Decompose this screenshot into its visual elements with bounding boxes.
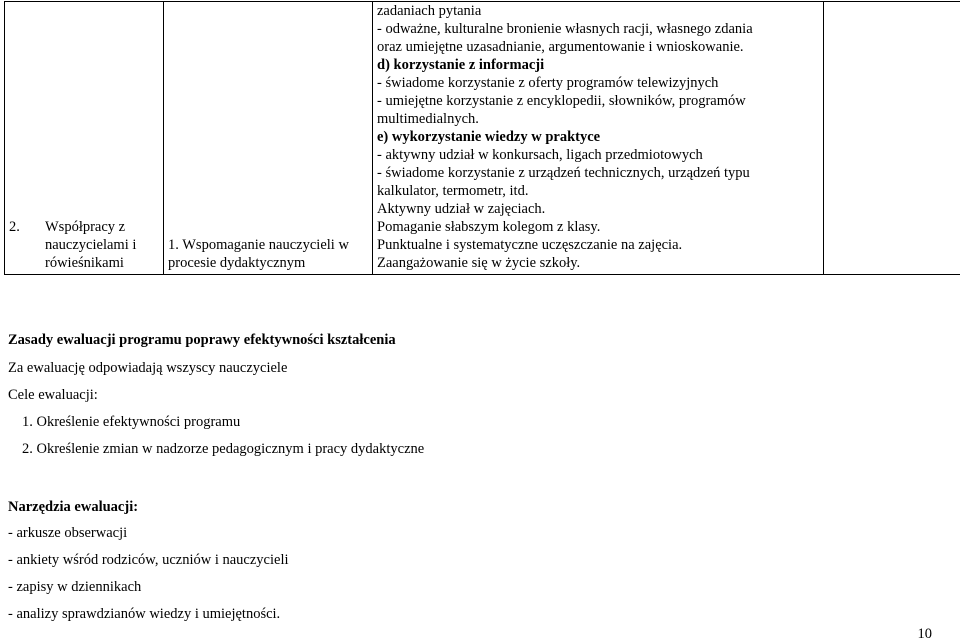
goals-label: Cele ewaluacji: — [8, 387, 98, 403]
area-label: Współpracy z nauczycielami i rówieśnikami — [45, 219, 137, 271]
program-table — [4, 1, 960, 275]
indicator-line: oraz umiejętne uzasadnianie, argumentowanie i wnioskowanie. — [377, 39, 744, 55]
indicator-line: Aktywny udział w zajęciach. — [377, 201, 546, 217]
indicator-line: d) korzystanie z informacji — [377, 57, 545, 73]
tool-item: - zapisy w dziennikach — [8, 579, 142, 595]
indicators-cell — [373, 2, 824, 275]
task-label: 1. Wspomaganie nauczycieli w procesie dydaktycznym — [168, 237, 349, 271]
area-cell — [5, 2, 164, 275]
empty-cell — [824, 2, 960, 275]
tool-item: - arkusze obserwacji — [8, 525, 128, 541]
indicator-line: - świadome korzystanie z urządzeń technicznych, urządzeń typu — [377, 165, 750, 181]
indicator-line: Zaangażowanie się w życie szkoły. — [377, 255, 581, 271]
indicator-line: - odważne, kulturalne bronienie własnych racji, własnego zdania — [377, 21, 753, 37]
indicator-line: kalkulator, termometr, itd. — [377, 183, 529, 199]
row-number: 2. — [9, 219, 20, 235]
evaluation-responsible: Za ewaluację odpowiadają wszyscy nauczyciele — [8, 360, 288, 376]
page-number: 10 — [917, 626, 932, 642]
goal-item-2: 2. Określenie zmian w nadzorze pedagogicznym i pracy dydaktyczne — [22, 441, 425, 457]
indicator-line: Pomaganie słabszym kolegom z klasy. — [377, 219, 601, 235]
table-row — [5, 2, 960, 275]
indicator-line: e) wykorzystanie wiedzy w praktyce — [377, 129, 601, 145]
tool-item: - ankiety wśród rodziców, uczniów i nauczycieli — [8, 552, 289, 568]
tool-item: - analizy sprawdzianów wiedzy i umiejętności. — [8, 606, 281, 622]
goal-item-1: 1. Określenie efektywności programu — [22, 414, 241, 430]
indicator-line: - świadome korzystanie z oferty programów telewizyjnych — [377, 75, 719, 91]
indicator-line: Punktualne i systematyczne uczęszczanie na zajęcia. — [377, 237, 683, 253]
task-cell — [164, 2, 373, 275]
tools-heading: Narzędzia ewaluacji: — [8, 499, 139, 515]
indicator-line: - umiejętne korzystanie z encyklopedii, słowników, programów — [377, 93, 746, 109]
indicator-line: zadaniach pytania — [377, 3, 482, 19]
indicators-list — [377, 2, 819, 272]
indicator-line: - aktywny udział w konkursach, ligach przedmiotowych — [377, 147, 703, 163]
evaluation-heading: Zasady ewaluacji programu poprawy efektywności kształcenia — [8, 332, 396, 348]
indicator-line: multimedialnych. — [377, 111, 479, 127]
